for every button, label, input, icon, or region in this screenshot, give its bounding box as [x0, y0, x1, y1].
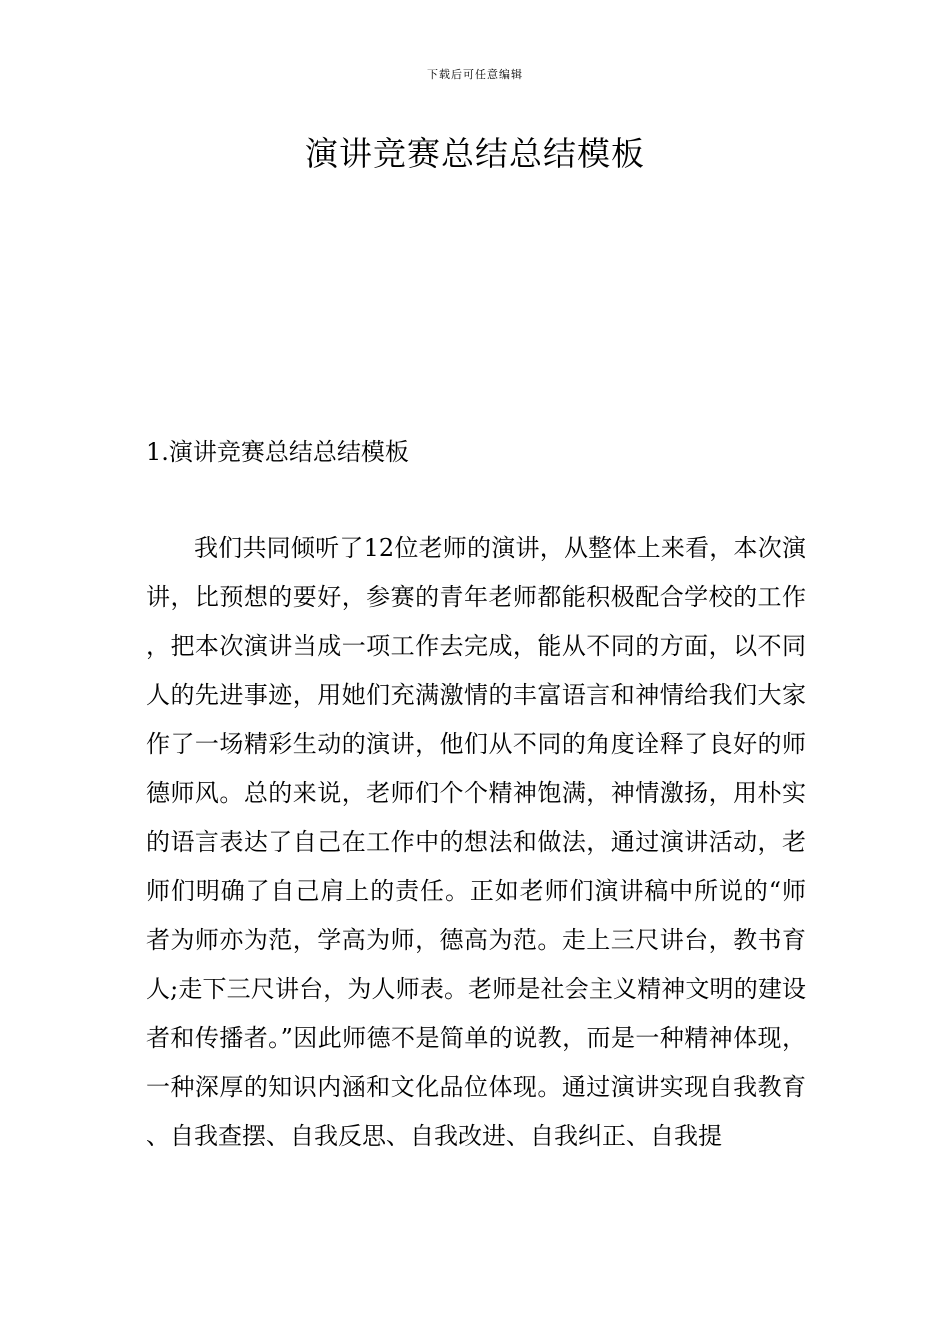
section-heading: 1.演讲竞赛总结总结模板 — [146, 438, 409, 466]
header-note: 下载后可任意编辑 — [427, 68, 523, 81]
body-paragraph: 我们共同倾听了12位老师的演讲，从整体上来看，本次演讲，比预想的要好，参赛的青年老师都能积极配合学校的工作，把本次演讲当成一项工作去完成，能从不同的方面，以不同人的先进事迹，用她们充满激情的丰富语言和神情给我们大家作了一场精彩生动的演讲，他们从不同的角度诠释了良好的师德师风。总的来说，老师们个个精神饱满，神情激扬，用朴实的语言表达了自己在工作中的想法和做法，通过演讲活动，老师们明确了自己肩上的责任。正如老师们演讲稿中所说的“师者为师亦为范，学高为师，德高为范。走上三尺讲台，教书育人;走下三尺讲台，为人师表。老师是社会主义精神文明的建设者和传播者。”因此师德不是简单的说教，而是一种精神体现，一种深厚的知识内涵和文化品位体现。通过演讲实现自我教育、自我查摆、自我反思、自我改进、自我纠正、自我提 — [146, 534, 806, 1150]
page-title: 演讲竞赛总结总结模板 — [305, 134, 645, 173]
